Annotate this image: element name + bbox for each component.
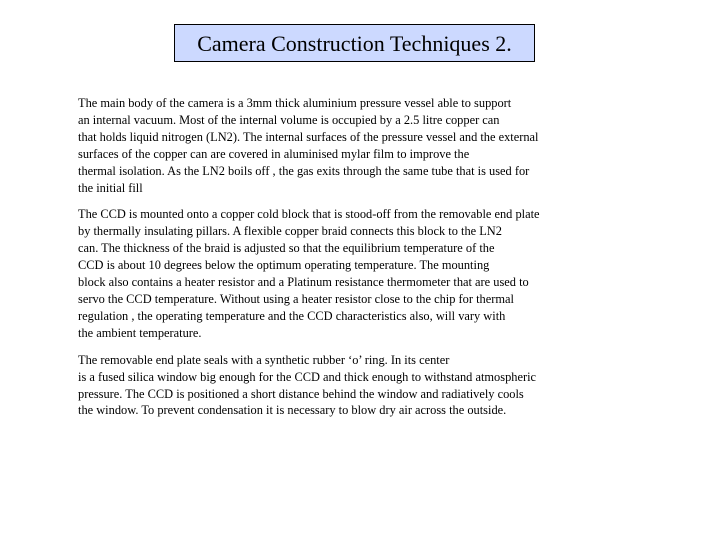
paragraph-end-plate: [78, 352, 618, 420]
slide-title: Camera Construction Techniques 2.: [174, 24, 535, 62]
paragraph-ccd-mounting: [78, 206, 618, 341]
paragraph-camera-body: [78, 95, 618, 196]
text-line: the window. To prevent condensation it is necessary to blow dry air across the outside.: [78, 403, 507, 418]
text-line: thermal isolation. As the LN2 boils off , the gas exits through the same tube that is used for: [78, 163, 530, 178]
text-line: block also contains a heater resistor and a Platinum resistance thermometer that are used to: [78, 275, 529, 290]
text-line: servo the CCD temperature. Without using a heater resistor close to the chip for thermal: [78, 291, 514, 306]
text-line: the initial fill: [78, 180, 143, 195]
body-text: [78, 95, 618, 429]
text-line: The CCD is mounted onto a copper cold block that is stood-off from the removable end plate: [78, 207, 540, 222]
text-line: The removable end plate seals with a synthetic rubber ‘o’ ring. In its center: [78, 352, 450, 367]
text-line: pressure. The CCD is positioned a short distance behind the window and radiatively cools: [78, 386, 524, 401]
text-line: The main body of the camera is a 3mm thick aluminium pressure vessel able to support: [78, 96, 512, 110]
text-line: regulation , the operating temperature and the CCD characteristics also, will vary with: [78, 308, 506, 323]
text-line: surfaces of the copper can are covered in aluminised mylar film to improve the: [78, 146, 470, 161]
text-line: an internal vacuum. Most of the internal volume is occupied by a 2.5 litre copper can: [78, 112, 500, 127]
text-line: by thermally insulating pillars. A flexible copper braid connects this block to the LN2: [78, 224, 502, 239]
text-line: is a fused silica window big enough for the CCD and thick enough to withstand atmospheric: [78, 369, 537, 384]
text-line: CCD is about 10 degrees below the optimum operating temperature. The mounting: [78, 258, 490, 273]
text-line: that holds liquid nitrogen (LN2). The internal surfaces of the pressure vessel and the external: [78, 129, 539, 144]
text-line: the ambient temperature.: [78, 325, 202, 340]
text-line: can. The thickness of the braid is adjusted so that the equilibrium temperature of the: [78, 241, 495, 256]
